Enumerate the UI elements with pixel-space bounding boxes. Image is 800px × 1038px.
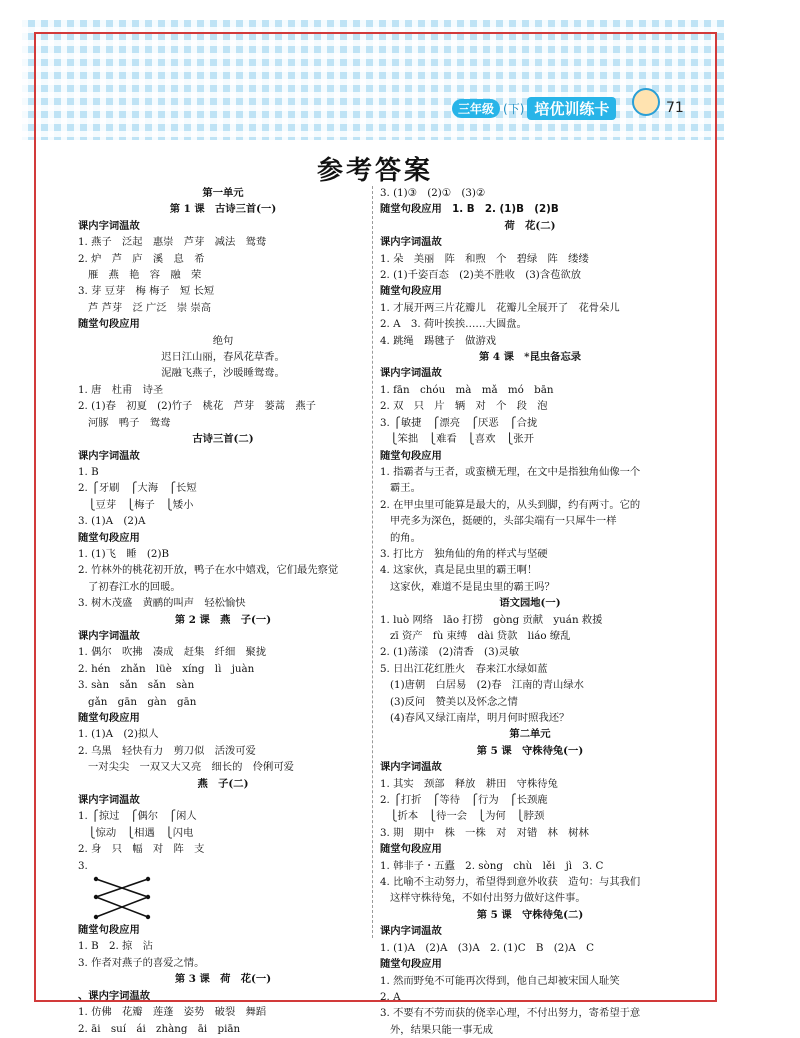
answer-line: 2. 身 只 幅 对 阵 支 bbox=[78, 843, 205, 856]
answer-line: ⎩笨拙 ⎩难看 ⎩喜欢 ⎩张开 bbox=[380, 433, 534, 446]
answer-line: 芦 芦芽 泛 广泛 崇 崇高 bbox=[88, 301, 212, 314]
answer-line: gǎn gān gàn gān bbox=[88, 695, 197, 708]
answer-line: 外，结果只能一事无成 bbox=[390, 1023, 493, 1036]
answer-line: 2. hén zhǎn lüè xíng lì juàn bbox=[78, 662, 255, 675]
answer-line: (4)春风又绿江南岸，明月何时照我还？ bbox=[390, 712, 570, 724]
answer-line: 2. 在甲虫里可能算是最大的，从头到脚，约有两寸。它的 bbox=[380, 498, 641, 511]
answer-line: 绝句 bbox=[212, 334, 234, 347]
matching-lines-diagram bbox=[92, 875, 152, 921]
answer-line: 的角。 bbox=[390, 531, 421, 544]
answer-line: 3. 芽 豆芽 梅 梅子 短 长短 bbox=[78, 285, 215, 298]
section-heading: 荷 花(二) bbox=[504, 219, 556, 232]
answer-line: 1. B 2. 掠 沾 bbox=[78, 940, 153, 953]
subsection-label: 随堂句段应用 bbox=[380, 449, 442, 462]
subsection-label: 随堂句段应用 1. B 2. (1)B (2)B bbox=[380, 203, 559, 216]
answer-line: 3. 树木茂盛 黄鹂的叫声 轻松愉快 bbox=[78, 597, 246, 610]
answer-line: 3. bbox=[78, 859, 88, 872]
subsection-label: 、课内字词温故 bbox=[78, 989, 151, 1002]
matching-dot bbox=[94, 895, 98, 899]
answer-line: 这家伙，难道不是昆虫里的霸王吗？ bbox=[390, 580, 555, 593]
brand-title: 培优训练卡 bbox=[527, 97, 616, 120]
answer-line: 2. (1)春 初夏 (2)竹子 桃花 芦芽 蒌蒿 燕子 bbox=[78, 400, 316, 413]
matching-dot bbox=[94, 915, 98, 919]
section-heading: 第 5 课 守株待兔(一) bbox=[476, 744, 584, 757]
answer-line: 2. 竹林外的桃花初开放，鸭子在水中嬉戏，它们最先察觉 bbox=[78, 564, 339, 577]
answer-line: ⎩折本 ⎩待一会 ⎩为何 ⎩脖颈 bbox=[380, 810, 545, 823]
answer-line: 了初春江水的回暖。 bbox=[88, 580, 181, 593]
answer-line: 3. sàn sǎn sǎn sàn bbox=[78, 679, 195, 692]
subsection-label: 随堂句段应用 bbox=[78, 318, 140, 331]
section-heading: 古诗三首(二) bbox=[192, 433, 254, 446]
subsection-label: 课内字词温故 bbox=[380, 236, 442, 249]
right-answer-column bbox=[380, 185, 680, 1038]
page-number: 71 bbox=[666, 100, 684, 116]
answer-line: 4. 这家伙，真是昆虫里的霸王啊！ bbox=[380, 564, 538, 577]
subsection-label: 课内字词温故 bbox=[78, 629, 140, 642]
answer-line: ⎩惊动 ⎩相遇 ⎩闪电 bbox=[78, 826, 194, 839]
answer-line: 一对尖尖 一双又大又亮 细长的 伶俐可爱 bbox=[88, 761, 294, 774]
answer-line: 2. (1)荡漾 (2)清香 (3)灵敏 bbox=[380, 646, 520, 659]
matching-dot bbox=[146, 915, 150, 919]
answer-line: 2. A bbox=[380, 990, 401, 1003]
answer-line: 3. 打比方 独角仙的角的样式与坚硬 bbox=[380, 547, 548, 560]
answer-line: 迟日江山丽，春风花草香。 bbox=[161, 351, 285, 364]
answer-line: 3. (1)③ (2)① (3)② bbox=[380, 187, 486, 199]
section-heading: 第二单元 bbox=[509, 728, 551, 741]
answer-line: 1. 偶尔 吹拂 凑成 赶集 纤细 聚拢 bbox=[78, 646, 267, 659]
subsection-label: 随堂句段应用 bbox=[78, 712, 140, 724]
answer-line: 1. luò 网络 lāo 打捞 gòng 贡献 yuán 救援 bbox=[380, 613, 603, 626]
answer-line: 1. 朵 美丽 阵 和煦 个 碧绿 阵 缕缕 bbox=[380, 252, 589, 265]
answer-line: 3. ⎧敏捷 ⎧漂亮 ⎧厌恶 ⎧合拢 bbox=[380, 416, 538, 429]
answer-line: 2. 乌黑 轻快有力 剪刀似 活泼可爱 bbox=[78, 744, 256, 757]
answer-line: 2. 双 只 片 辆 对 个 段 泡 bbox=[380, 400, 548, 413]
answer-line: 这样守株待兔，不如付出努力做好这件事。 bbox=[390, 892, 586, 905]
answer-line: 雁 燕 艳 容 融 荣 bbox=[88, 269, 202, 282]
answer-line: (3)反问 赞美以及怀念之情 bbox=[390, 695, 518, 708]
subsection-label: 课内字词温故 bbox=[380, 367, 442, 380]
answer-line: 1. 仿佛 花瓣 莲蓬 姿势 破裂 舞蹈 bbox=[78, 1006, 267, 1019]
left-answer-column bbox=[78, 185, 368, 1037]
answer-line: 泥融飞燕子，沙暖睡鸳鸯。 bbox=[161, 367, 285, 380]
answer-line: 2. ⎧打折 ⎧等待 ⎧行为 ⎧长颈鹿 bbox=[380, 794, 548, 807]
answer-line: 1. (1)A (2)拟人 bbox=[78, 728, 159, 741]
subsection-label: 随堂句段应用 bbox=[380, 843, 442, 856]
column-divider bbox=[372, 186, 373, 938]
answer-line: 1. 才展开两三片花瓣儿 花瓣儿全展开了 花骨朵儿 bbox=[380, 301, 620, 314]
answer-line: 3. 期 期中 株 一株 对 对错 林 树林 bbox=[380, 826, 589, 839]
answer-line: (1)唐朝 白居易 (2)春 江南的青山绿水 bbox=[390, 679, 584, 692]
brand-grade: 三年级 bbox=[452, 99, 500, 118]
answer-line: 4. 跳绳 踢毽子 做游戏 bbox=[380, 334, 497, 347]
brand-term: (下) bbox=[503, 102, 525, 116]
section-heading: 第 1 课 古诗三首(一) bbox=[169, 203, 277, 216]
answer-line: 1. 其实 颈部 释放 耕田 守株待兔 bbox=[380, 777, 558, 790]
answer-line: 2. A 3. 荷叶挨挨……大圆盘。 bbox=[380, 318, 527, 331]
section-heading: 第 2 课 燕 子(一) bbox=[174, 613, 272, 626]
section-heading: 第 3 课 荷 花(一) bbox=[174, 973, 272, 986]
section-heading: 语文园地(一) bbox=[499, 597, 561, 610]
answer-line: 3. (1)A (2)A bbox=[78, 515, 146, 528]
section-heading: 燕 子(二) bbox=[197, 777, 249, 790]
subsection-label: 课内字词温故 bbox=[78, 794, 140, 807]
answer-line: 2. ⎧牙刷 ⎧大海 ⎧长短 bbox=[78, 482, 197, 495]
answer-line: 5. 日出江花红胜火 春来江水绿如蓝 bbox=[380, 662, 548, 675]
answer-line: zī 资产 fù 束缚 dài 贷款 liáo 缭乱 bbox=[390, 629, 571, 642]
matching-dot bbox=[94, 877, 98, 881]
section-heading: 第一单元 bbox=[202, 187, 244, 199]
answer-line: 3. 作者对燕子的喜爱之情。 bbox=[78, 956, 205, 969]
answer-line: 霸王。 bbox=[390, 482, 421, 495]
answer-line: 甲壳多为深色，挺硬的，头部尖端有一只犀牛一样 bbox=[390, 515, 617, 528]
answer-line: 1. 燕子 泛起 惠崇 芦芽 减法 鸳鸯 bbox=[78, 236, 267, 249]
answer-line: 1. (1)飞 睡 (2)B bbox=[78, 547, 170, 560]
page-title: 参考答案 bbox=[316, 156, 433, 186]
answer-line: 2. (1)千姿百态 (2)美不胜收 (3)含苞欲放 bbox=[380, 269, 582, 282]
subsection-label: 随堂句段应用 bbox=[78, 531, 140, 544]
matching-dot bbox=[146, 877, 150, 881]
answer-line: 3. 不要有不劳而获的侥幸心理，不付出努力，寄希望于意 bbox=[380, 1007, 641, 1020]
subsection-label: 课内字词温故 bbox=[78, 219, 140, 232]
section-heading: 第 4 课 *昆虫备忘录 bbox=[478, 351, 582, 364]
subsection-label: 课内字词温故 bbox=[78, 449, 140, 462]
answer-line: 1. B bbox=[78, 465, 99, 478]
subsection-label: 随堂句段应用 bbox=[78, 924, 140, 937]
answer-line: 1. 韩非子・五蠹 2. sòng chù lěi jì 3. C bbox=[380, 859, 604, 872]
answer-line: 河豚 鸭子 鸳鸯 bbox=[88, 416, 171, 429]
subsection-label: 课内字词温故 bbox=[380, 761, 442, 774]
answer-line: 4. 比喻不主动努力，希望得到意外收获 造句：与其我们 bbox=[380, 876, 641, 889]
answer-line: 1. fān chóu mà mǎ mó bān bbox=[380, 383, 554, 396]
answer-line: 2. āi suí ái zhàng āi piān bbox=[78, 1022, 241, 1035]
answer-line: 1. 指霸者与王者，或蛮横无理，在文中是指独角仙像一个 bbox=[380, 465, 641, 478]
answer-line: 1. ⎧掠过 ⎧偶尔 ⎧闲人 bbox=[78, 810, 197, 823]
matching-dot bbox=[146, 895, 150, 899]
subsection-label: 课内字词温故 bbox=[380, 925, 442, 938]
section-heading: 第 5 课 守株待兔(二) bbox=[476, 908, 584, 921]
answer-line: 1. (1)A (2)A (3)A 2. (1)C B (2)A C bbox=[380, 941, 594, 954]
answer-line: 1. 然而野兔不可能再次得到，他自己却被宋国人耻笑 bbox=[380, 974, 620, 987]
answer-line: 2. 炉 芦 庐 溪 息 希 bbox=[78, 252, 205, 265]
subsection-label: 随堂句段应用 bbox=[380, 285, 442, 298]
subsection-label: 随堂句段应用 bbox=[380, 958, 442, 971]
answer-line: 1. 唐 杜甫 诗圣 bbox=[78, 383, 164, 396]
answer-line: ⎩豆芽 ⎩梅子 ⎩矮小 bbox=[78, 498, 194, 511]
